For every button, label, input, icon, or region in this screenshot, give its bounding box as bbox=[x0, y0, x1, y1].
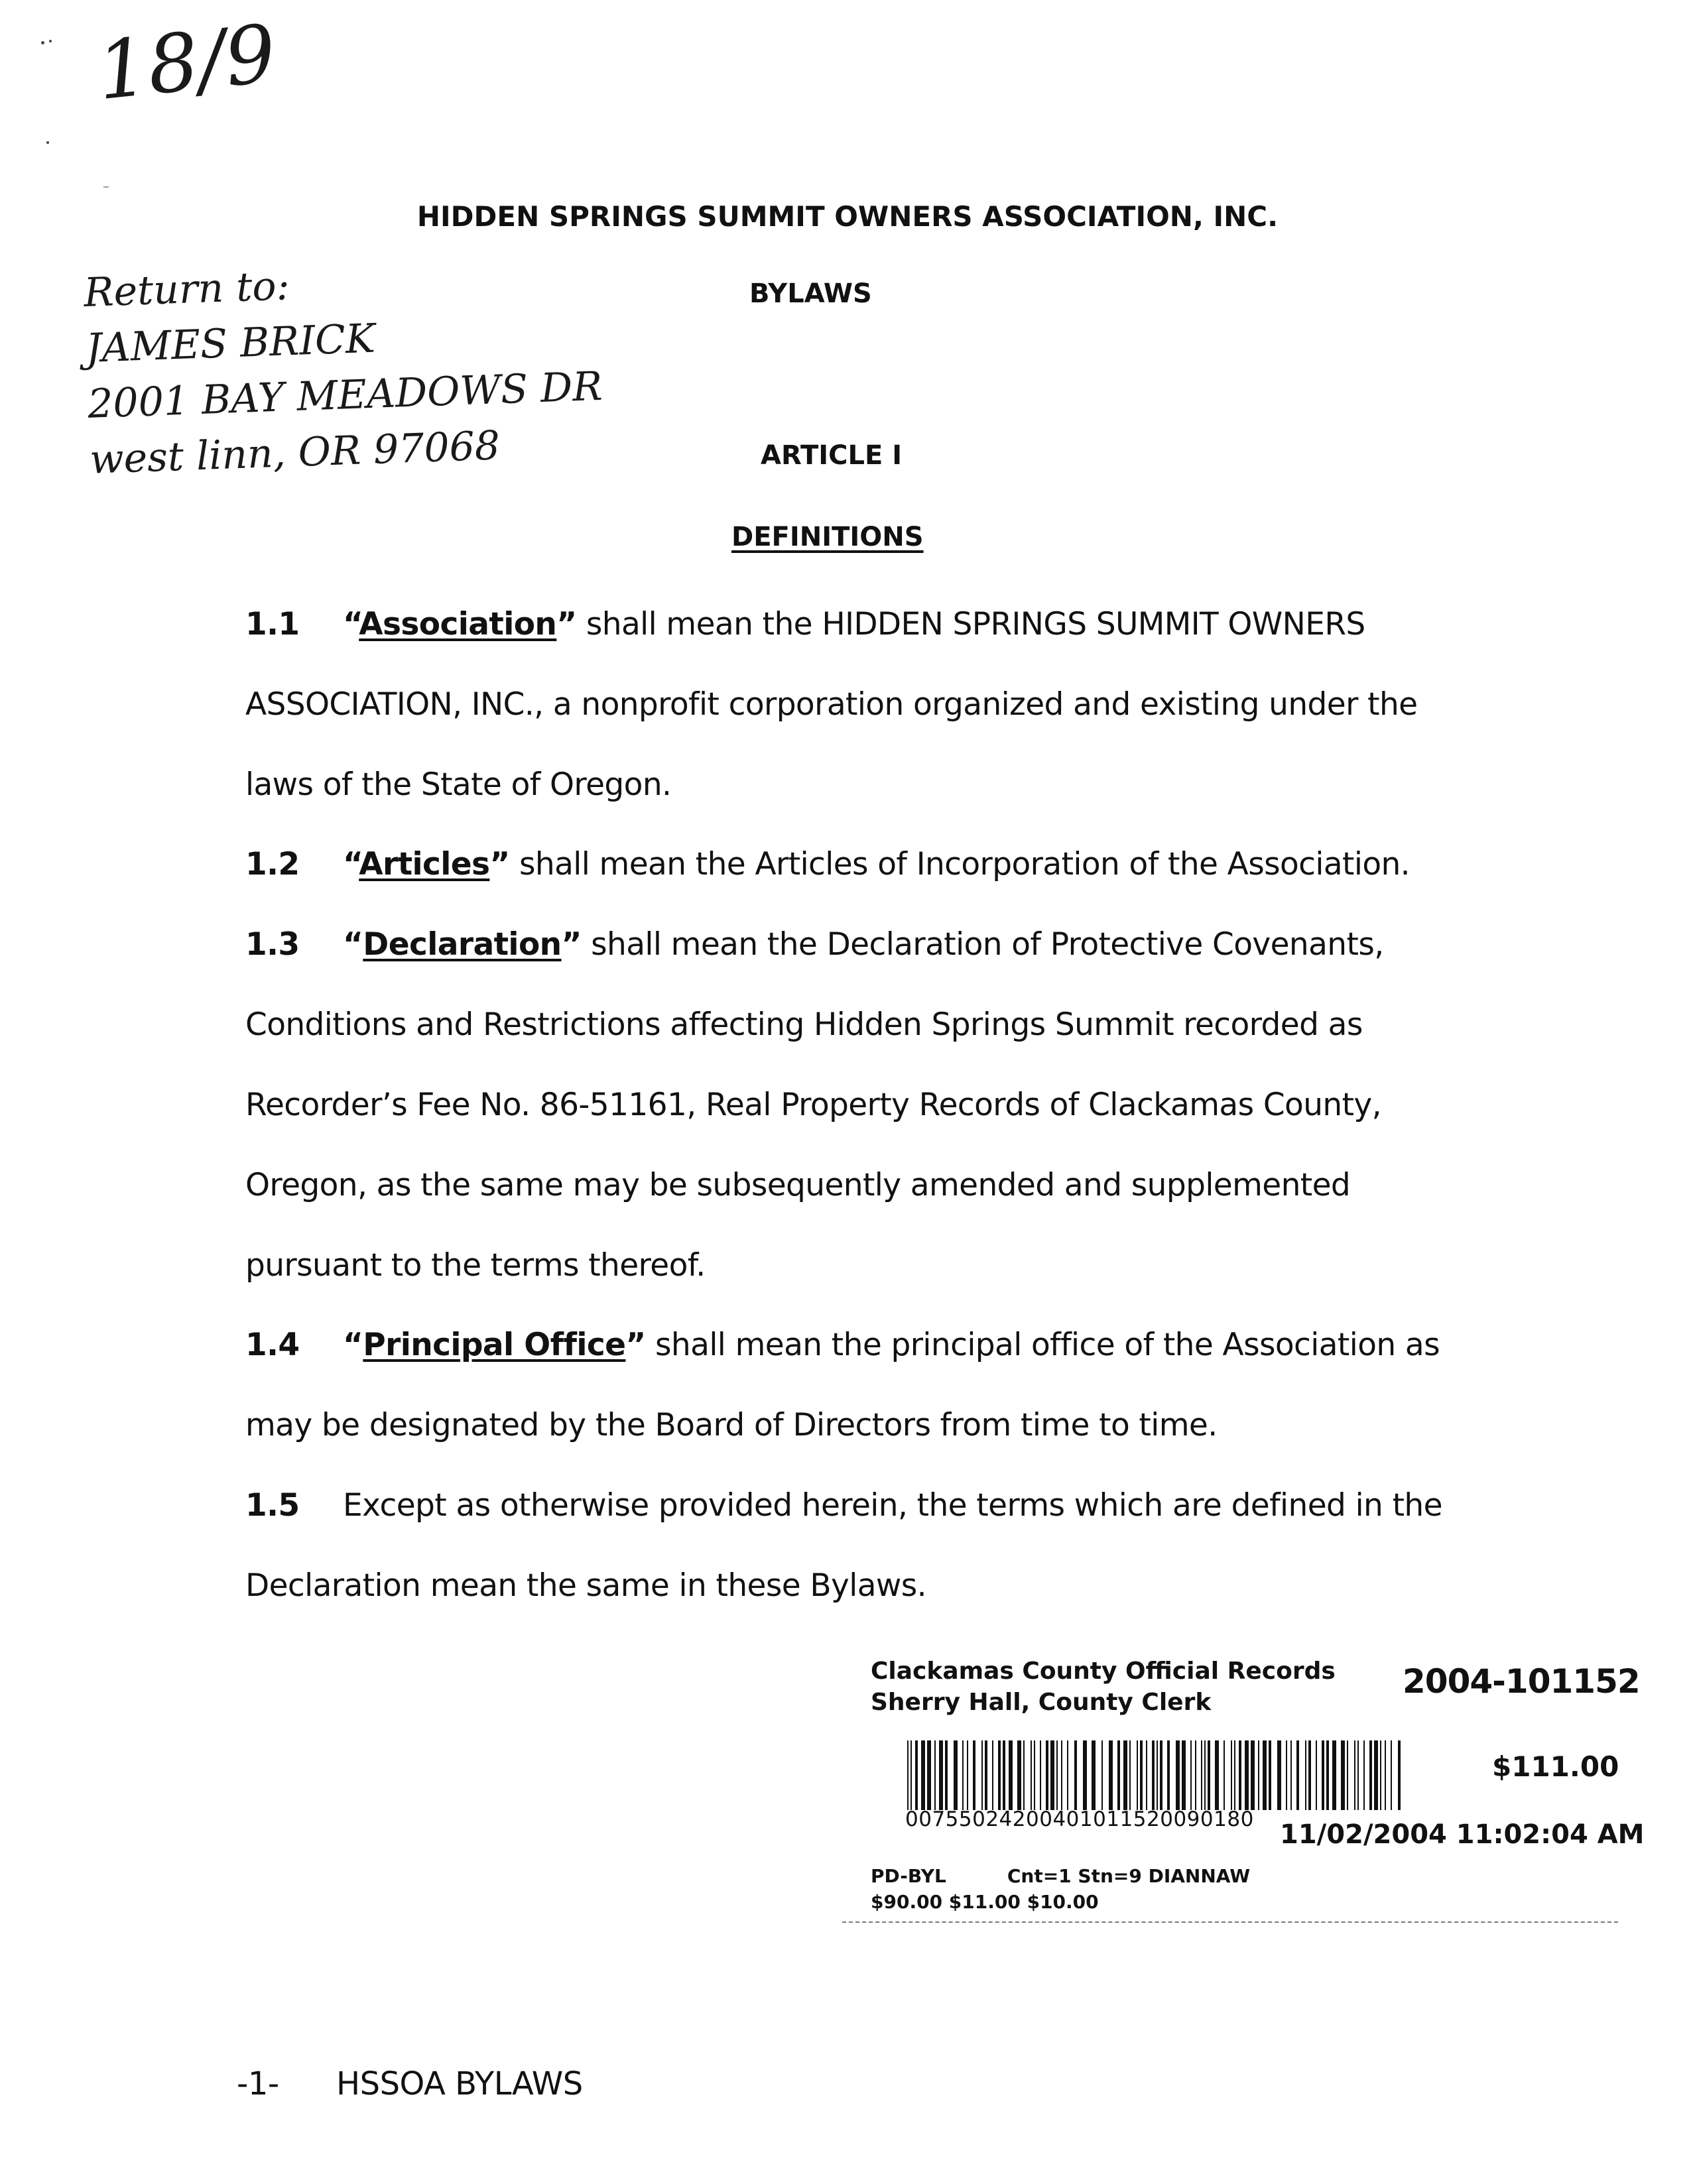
definition-text: shall mean the HIDDEN SPRINGS SUMMIT OWNERS ASSOCIATION, INC., a nonprofit corporation organized and existing under the laws of the State of Oregon. bbox=[245, 606, 1418, 803]
total-fee: $111.00 bbox=[1492, 1750, 1619, 1783]
barcode-image bbox=[907, 1740, 1411, 1810]
document-subtitle: BYLAWS bbox=[749, 278, 872, 309]
definition-number: 1.1 bbox=[245, 606, 300, 642]
definition-term: Articles bbox=[359, 846, 490, 882]
return-to-line: Return to: bbox=[83, 263, 290, 316]
definition-close-quote: ” bbox=[556, 606, 577, 642]
definition-number: 1.5 bbox=[245, 1487, 300, 1524]
definition-number: 1.3 bbox=[245, 926, 300, 963]
recording-clerk-id: DIANNAW bbox=[1148, 1865, 1251, 1887]
recording-datetime: 11/02/2004 11:02:04 AM bbox=[1280, 1819, 1645, 1850]
definition-number: 1.4 bbox=[245, 1327, 300, 1363]
definition-term: Declaration bbox=[363, 926, 562, 963]
definition-number: 1.2 bbox=[245, 846, 300, 882]
page-footer bbox=[237, 2065, 583, 2102]
scan-speck bbox=[49, 40, 52, 42]
definition-open-quote: “ bbox=[343, 606, 359, 642]
definition-close-quote: ” bbox=[625, 1327, 646, 1363]
handwritten-date-note: 18/9 bbox=[93, 7, 281, 119]
definition-close-quote: ” bbox=[489, 846, 510, 882]
recording-details-line bbox=[871, 1865, 1250, 1887]
page-number: -1- bbox=[237, 2065, 279, 2102]
station-number: Stn=9 bbox=[1078, 1865, 1142, 1887]
definition-term: Association bbox=[359, 606, 557, 642]
scan-speck bbox=[46, 141, 49, 144]
definition-text: Except as otherwise provided herein, the terms which are defined in the Declaration mean the same in these Bylaws. bbox=[245, 1487, 1442, 1604]
return-name-line: JAMES BRICK bbox=[85, 315, 376, 372]
scan-speck bbox=[103, 186, 109, 188]
stamp-divider bbox=[842, 1921, 1618, 1923]
definition-open-quote: “ bbox=[343, 846, 359, 882]
definition-paragraph bbox=[245, 824, 1479, 904]
footer-label: HSSOA BYLAWS bbox=[336, 2065, 583, 2102]
article-heading: ARTICLE I bbox=[761, 440, 903, 471]
fee-breakdown: $90.00 $11.00 $10.00 bbox=[871, 1891, 1099, 1913]
recording-clerk: Sherry Hall, County Clerk bbox=[871, 1689, 1212, 1716]
section-heading: DEFINITIONS bbox=[731, 522, 924, 552]
handwritten-return-address bbox=[83, 247, 605, 488]
definition-paragraph bbox=[245, 904, 1479, 1305]
barcode-digits: 00755024200401011520090180 bbox=[905, 1807, 1254, 1831]
definition-text: shall mean the principal office of the Association as may be designated by the Board of Directors from time to time. bbox=[245, 1327, 1440, 1443]
document-title: HIDDEN SPRINGS SUMMIT OWNERS ASSOCIATION, INC. bbox=[416, 200, 1279, 233]
definition-open-quote: “ bbox=[343, 1327, 363, 1363]
definition-text: shall mean the Declaration of Protective Covenants, Conditions and Restrictions affecting Hidden Springs Summit recorded as Recorder’s Fee No. 86-51161, Real Property Records of Clackamas County, Oregon, as the same may be subsequently amended and supplemented pursuant to the terms thereof. bbox=[245, 926, 1384, 1284]
definition-paragraph bbox=[245, 584, 1479, 825]
recording-office: Clackamas County Official Records bbox=[871, 1658, 1336, 1685]
definition-text: shall mean the Articles of Incorporation of the Association. bbox=[509, 846, 1411, 882]
definition-open-quote: “ bbox=[343, 926, 363, 963]
document-count: Cnt=1 bbox=[1007, 1865, 1072, 1887]
definition-close-quote: ” bbox=[561, 926, 582, 963]
definition-paragraph bbox=[245, 1465, 1479, 1626]
definition-term: Principal Office bbox=[363, 1327, 626, 1363]
document-code: PD-BYL bbox=[871, 1865, 946, 1887]
return-city-line: west linn, OR 97068 bbox=[89, 422, 501, 483]
scan-speck bbox=[41, 41, 44, 44]
return-street-line: 2001 BAY MEADOWS DR bbox=[87, 363, 603, 428]
record-number: 2004-101152 bbox=[1403, 1662, 1640, 1701]
definition-paragraph bbox=[245, 1305, 1479, 1465]
